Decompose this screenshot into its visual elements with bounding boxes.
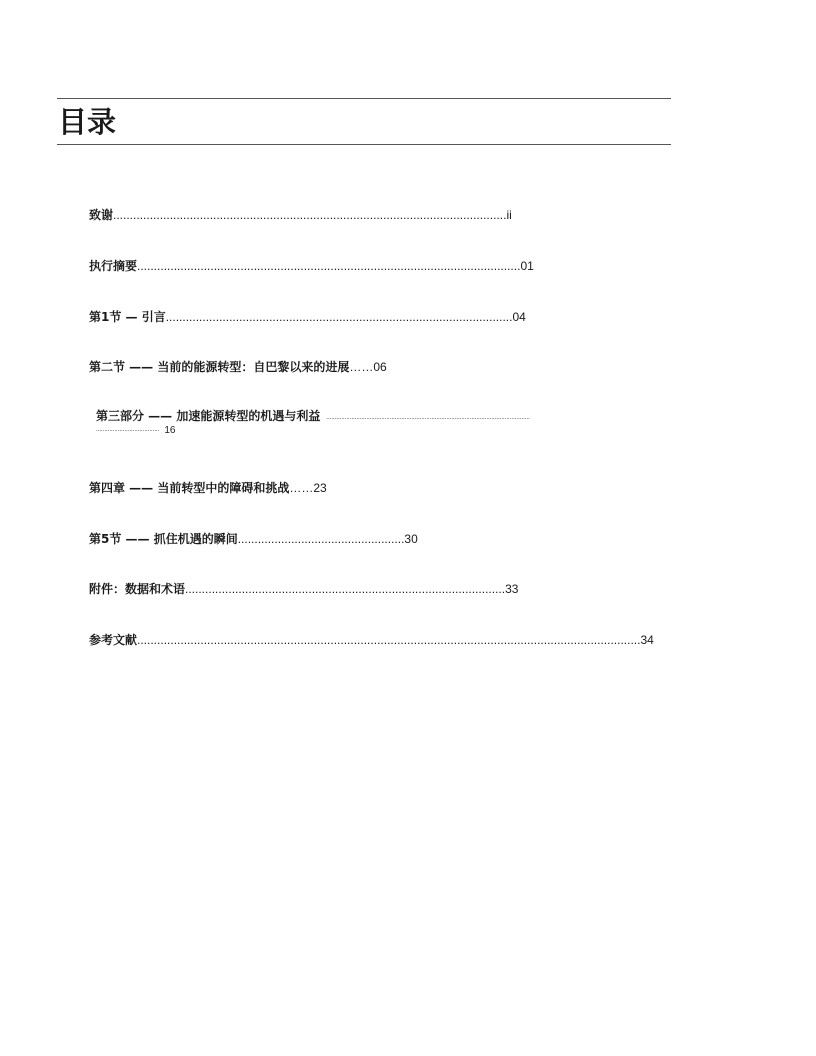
toc-leader-dots: ................................................................................................................... (137, 259, 521, 273)
toc-entry-section-2[interactable] (89, 359, 387, 375)
toc-entry-title: 第四章 —— 当前转型中的障碍和挑战 (89, 481, 290, 495)
toc-leader-dots: .................................................. (237, 532, 405, 546)
toc-entry-title: 参考文献 (89, 633, 138, 647)
toc-page-number: 34 (640, 633, 654, 647)
toc-page-number: 04 (512, 310, 526, 324)
toc-page-number: 06 (373, 360, 387, 374)
toc-leader-dots: ...................................... (96, 427, 160, 433)
toc-leader-dots: …… (349, 360, 374, 374)
toc-entry-appendix[interactable] (89, 581, 518, 597)
toc-page-number: 16 (164, 425, 176, 436)
toc-page-number: 30 (404, 532, 418, 546)
toc-heading: 目录 (58, 105, 117, 139)
heading-rule-bottom (57, 144, 671, 145)
toc-entry-title: 第二节 —— 当前的能源转型：自巴黎以来的进展 (89, 360, 350, 374)
toc-entry-title: 第5节 —— 抓住机遇的瞬间 (89, 532, 238, 546)
toc-leader-dots: ................................................................................................ (185, 582, 506, 596)
toc-leader-dots: .......................................................................................................................... (326, 415, 530, 421)
toc-entry-section-5[interactable] (89, 531, 418, 547)
toc-entry-references[interactable] (89, 632, 654, 648)
toc-leader-dots: …… (289, 481, 314, 495)
toc-leader-dots: ....................................................................................................................................................... (137, 633, 641, 647)
toc-entry-title: 附件：数据和术语 (89, 582, 186, 596)
toc-entry-title: 第三部分 —— 加速能源转型的机遇与利益 (96, 409, 321, 423)
toc-page-number: 23 (313, 481, 327, 495)
toc-entry-acknowledgements[interactable] (89, 207, 512, 223)
toc-page-number: 33 (505, 582, 519, 596)
heading-rule-top (57, 98, 671, 99)
toc-page-number: ii (506, 208, 512, 222)
toc-entry-title: 执行摘要 (89, 259, 138, 273)
toc-entry-section-1[interactable] (89, 309, 526, 325)
toc-entry-title: 第1节 — 引言 (89, 310, 166, 324)
toc-leader-dots: ...................................................................................................................... (113, 208, 507, 222)
toc-entry-chapter-4[interactable] (89, 480, 327, 496)
toc-entry-section-3-continuation[interactable] (96, 423, 175, 438)
toc-entry-executive-summary[interactable] (89, 258, 534, 274)
toc-leader-dots: ........................................................................................................ (165, 310, 513, 324)
toc-entry-title: 致谢 (89, 208, 114, 222)
toc-page-number: 01 (520, 259, 534, 273)
